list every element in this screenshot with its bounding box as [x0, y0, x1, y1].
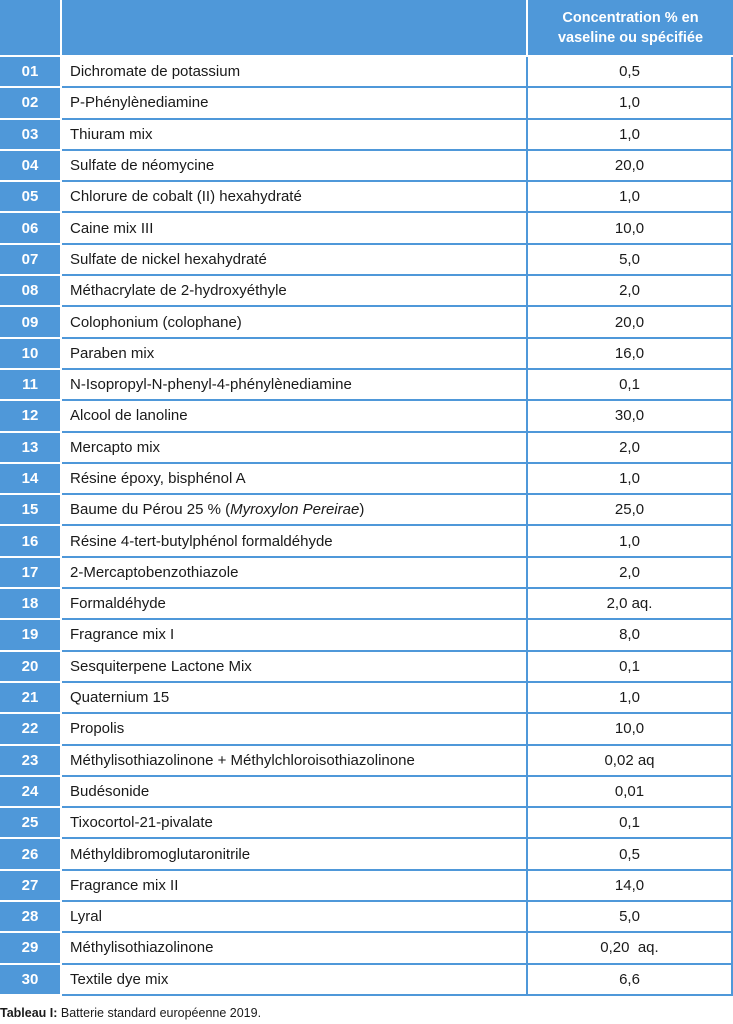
allergen-name-text: Alcool de lanoline — [70, 407, 188, 425]
row-number: 02 — [0, 88, 62, 119]
allergen-concentration: 2,0 — [528, 276, 733, 307]
allergen-concentration: 5,0 — [528, 245, 733, 276]
allergen-name — [62, 339, 528, 370]
allergen-name — [62, 401, 528, 432]
allergen-name-text: Caine mix III — [70, 219, 154, 237]
row-number: 23 — [0, 746, 62, 777]
allergen-concentration: 20,0 — [528, 151, 733, 182]
row-number: 18 — [0, 589, 62, 620]
row-number: 01 — [0, 57, 62, 88]
table-row — [0, 401, 733, 432]
allergen-name-text: Mercapto mix — [70, 438, 161, 456]
allergen-name-text: Fragrance mix II — [70, 876, 179, 894]
row-number: 14 — [0, 464, 62, 495]
allergen-name-text: Sulfate de nickel hexahydraté — [70, 250, 267, 268]
allergen-name — [62, 276, 528, 307]
table-body — [0, 57, 733, 996]
allergen-name — [62, 965, 528, 996]
allergen-name — [62, 526, 528, 557]
table-row — [0, 495, 733, 526]
row-number: 05 — [0, 182, 62, 213]
allergen-name — [62, 370, 528, 401]
table-row — [0, 965, 733, 996]
allergen-name — [62, 746, 528, 777]
allergen-name — [62, 558, 528, 589]
allergen-name-text: Tixocortol-21-pivalate — [70, 814, 213, 832]
allergen-name — [62, 589, 528, 620]
allergen-name-text: Baume du Pérou 25 % ( — [70, 501, 231, 519]
allergen-concentration: 2,0 — [528, 558, 733, 589]
table-row — [0, 808, 733, 839]
allergen-name — [62, 57, 528, 88]
table-row — [0, 714, 733, 745]
allergen-concentration: 25,0 — [528, 495, 733, 526]
allergen-name-text: Lyral — [70, 908, 102, 926]
allergen-concentration: 5,0 — [528, 902, 733, 933]
row-number: 06 — [0, 213, 62, 244]
table-header-row — [0, 0, 733, 57]
table-row — [0, 683, 733, 714]
allergen-concentration: 1,0 — [528, 88, 733, 119]
header-concentration-cell: Concentration % en vaseline ou spécifiée — [528, 0, 733, 57]
allergen-name — [62, 714, 528, 745]
row-number: 26 — [0, 839, 62, 870]
allergen-concentration: 0,1 — [528, 652, 733, 683]
allergen-concentration: 0,1 — [528, 808, 733, 839]
allergen-name — [62, 120, 528, 151]
row-number: 12 — [0, 401, 62, 432]
table-row — [0, 182, 733, 213]
allergen-name — [62, 902, 528, 933]
table-row — [0, 88, 733, 119]
table-row — [0, 57, 733, 88]
allergen-name-text: Propolis — [70, 720, 125, 738]
allergen-concentration: 1,0 — [528, 182, 733, 213]
row-number: 25 — [0, 808, 62, 839]
allergen-name — [62, 839, 528, 870]
allergen-name-text: 2-Mercaptobenzothiazole — [70, 563, 239, 581]
table-row — [0, 839, 733, 870]
allergen-concentration: 0,5 — [528, 57, 733, 88]
row-number: 20 — [0, 652, 62, 683]
row-number: 19 — [0, 620, 62, 651]
allergen-name — [62, 652, 528, 683]
row-number: 17 — [0, 558, 62, 589]
caption-text: Batterie standard européenne 2019. — [57, 1006, 262, 1020]
allergen-name — [62, 245, 528, 276]
allergen-name — [62, 151, 528, 182]
allergen-concentration: 1,0 — [528, 464, 733, 495]
allergen-name-text: Quaternium 15 — [70, 689, 170, 707]
row-number: 30 — [0, 965, 62, 996]
allergen-name-text: Chlorure de cobalt (II) hexahydraté — [70, 188, 302, 206]
allergen-concentration: 10,0 — [528, 714, 733, 745]
allergen-concentration: 1,0 — [528, 526, 733, 557]
allergen-concentration: 20,0 — [528, 307, 733, 338]
allergen-name-text: Méthacrylate de 2-hydroxyéthyle — [70, 282, 287, 300]
allergen-concentration: 30,0 — [528, 401, 733, 432]
allergen-name — [62, 933, 528, 964]
table-row — [0, 902, 733, 933]
allergen-name-text: Sesquiterpene Lactone Mix — [70, 657, 252, 675]
row-number: 03 — [0, 120, 62, 151]
row-number: 21 — [0, 683, 62, 714]
table-row — [0, 558, 733, 589]
row-number: 16 — [0, 526, 62, 557]
allergen-concentration: 0,1 — [528, 370, 733, 401]
allergen-name-text: Résine époxy, bisphénol A — [70, 470, 246, 487]
header-name-cell — [62, 0, 528, 57]
allergen-concentration: 0,01 — [528, 777, 733, 808]
allergen-name — [62, 182, 528, 213]
row-number: 22 — [0, 714, 62, 745]
allergen-concentration: 8,0 — [528, 620, 733, 651]
row-number: 15 — [0, 495, 62, 526]
row-number: 04 — [0, 151, 62, 182]
table-row — [0, 526, 733, 557]
table-row — [0, 370, 733, 401]
allergen-concentration: 2,0 aq. — [528, 589, 733, 620]
row-number: 07 — [0, 245, 62, 276]
table-row — [0, 213, 733, 244]
table-row — [0, 276, 733, 307]
row-number: 28 — [0, 902, 62, 933]
table-row — [0, 151, 733, 182]
row-number: 29 — [0, 933, 62, 964]
row-number: 10 — [0, 339, 62, 370]
table-row — [0, 746, 733, 777]
allergen-name-text: Paraben mix — [70, 344, 155, 362]
table-row — [0, 245, 733, 276]
table-caption — [0, 1006, 261, 1020]
table-row — [0, 120, 733, 151]
allergen-name-text: Dichromate de potassium — [70, 63, 241, 81]
allergen-name — [62, 808, 528, 839]
allergen-name-text: Budésonide — [70, 782, 150, 800]
allergen-name — [62, 683, 528, 714]
row-number: 13 — [0, 433, 62, 464]
allergen-name-text: Méthyldibromoglutaronitrile — [70, 845, 251, 863]
table-row — [0, 871, 733, 902]
allergen-name-text: Sulfate de néomycine — [70, 157, 215, 175]
allergen-name — [62, 307, 528, 338]
allergen-name-text: Méthylisothiazolinone — [70, 939, 214, 957]
table-row — [0, 652, 733, 683]
row-number: 08 — [0, 276, 62, 307]
allergen-concentration: 0,20 aq. — [528, 933, 733, 964]
caption-label: Tableau I: — [0, 1006, 58, 1020]
row-number: 11 — [0, 370, 62, 401]
allergen-name-text: Méthylisothiazolinone + Méthylchloroisothiazolinone — [70, 751, 415, 769]
header-number-cell — [0, 0, 62, 57]
allergen-concentration: 0,02 aq — [528, 746, 733, 777]
allergen-concentration: 1,0 — [528, 120, 733, 151]
allergen-name — [62, 433, 528, 464]
allergen-name — [62, 620, 528, 651]
allergen-name — [62, 495, 528, 526]
table-row — [0, 464, 733, 495]
allergen-concentration: 6,6 — [528, 965, 733, 996]
allergen-name-text: Fragrance mix I — [70, 626, 175, 644]
allergen-name-text: Résine 4-tert-butylphénol formaldéhyde — [70, 532, 333, 550]
allergen-name — [62, 88, 528, 119]
allergen-concentration: 2,0 — [528, 433, 733, 464]
row-number: 27 — [0, 871, 62, 902]
allergen-name-text: Thiuram mix — [70, 125, 153, 143]
allergen-name-italic: Myroxylon Pereirae — [230, 501, 360, 519]
allergen-name-text: Textile dye mix — [70, 970, 169, 988]
table-row — [0, 589, 733, 620]
allergen-concentration: 1,0 — [528, 683, 733, 714]
allergen-name-suffix: ) — [359, 501, 365, 519]
table-row — [0, 933, 733, 964]
allergen-concentration: 0,5 — [528, 839, 733, 870]
row-number: 09 — [0, 307, 62, 338]
allergen-name — [62, 777, 528, 808]
table-row — [0, 433, 733, 464]
table-row — [0, 620, 733, 651]
allergen-name — [62, 213, 528, 244]
table-row — [0, 339, 733, 370]
allergen-name-text: N-Isopropyl-N-phenyl-4-phénylènediamine — [70, 376, 352, 394]
allergen-concentration: 16,0 — [528, 339, 733, 370]
allergen-name — [62, 871, 528, 902]
allergen-name-text: Colophonium (colophane) — [70, 313, 242, 331]
allergen-concentration: 10,0 — [528, 213, 733, 244]
allergen-name-text: P-Phénylènediamine — [70, 94, 209, 112]
table-row — [0, 777, 733, 808]
allergen-name-text: Formaldéhyde — [70, 595, 166, 613]
allergen-concentration: 14,0 — [528, 871, 733, 902]
table-row — [0, 307, 733, 338]
row-number: 24 — [0, 777, 62, 808]
allergen-name — [62, 464, 528, 495]
